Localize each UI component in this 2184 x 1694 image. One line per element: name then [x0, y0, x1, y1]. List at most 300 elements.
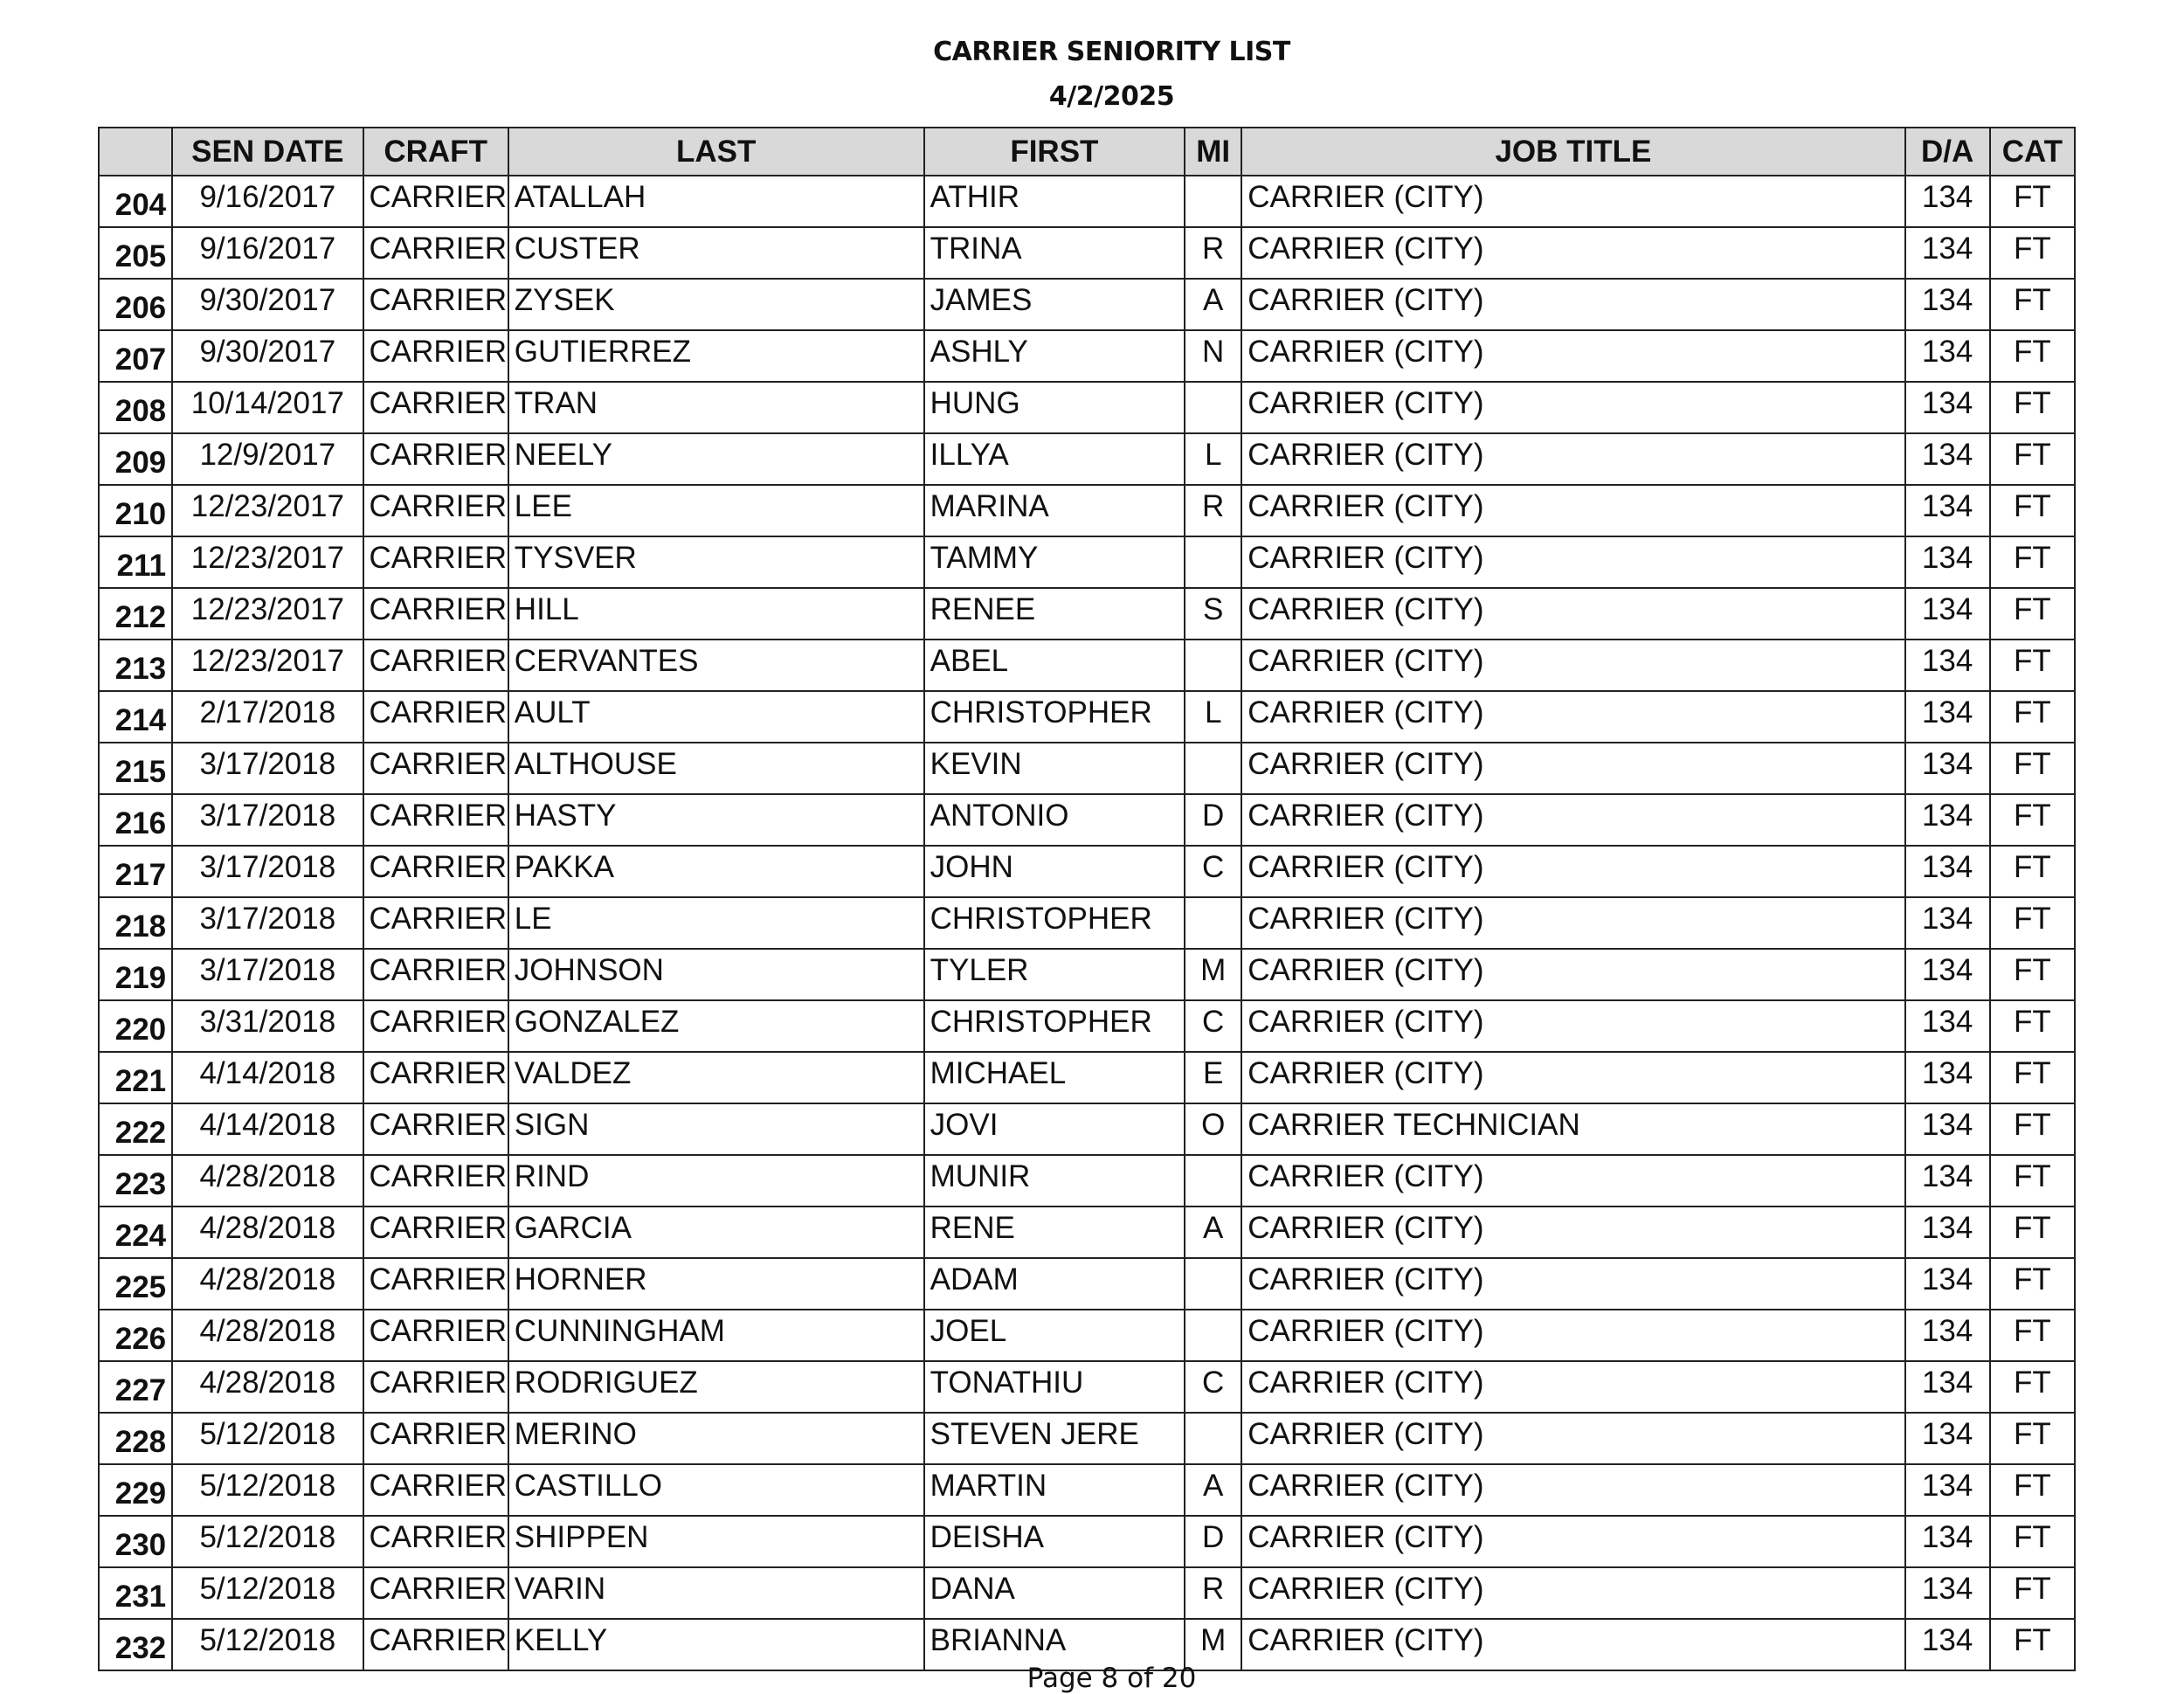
table-row	[99, 227, 2075, 279]
sen-date-cell: 9/30/2017	[172, 330, 363, 382]
sen-date-cell: 12/23/2017	[172, 588, 363, 640]
job-title-cell: CARRIER (CITY)	[1241, 691, 1904, 743]
sen-date-cell: 10/14/2017	[172, 382, 363, 433]
first-name-cell: JAMES	[924, 279, 1185, 330]
craft-cell: CARRIER	[363, 1516, 508, 1567]
table-row	[99, 1052, 2075, 1103]
da-cell: 134	[1905, 1464, 1990, 1516]
table-row	[99, 846, 2075, 897]
row-number-cell: 231	[99, 1567, 172, 1619]
first-name-cell: ASHLY	[924, 330, 1185, 382]
craft-cell: CARRIER	[363, 897, 508, 949]
craft-cell: CARRIER	[363, 846, 508, 897]
row-number-cell: 213	[99, 640, 172, 691]
last-name-cell: SHIPPEN	[508, 1516, 924, 1567]
middle-initial-cell: A	[1185, 1207, 1241, 1258]
sen-date-cell: 5/12/2018	[172, 1567, 363, 1619]
first-name-cell: HUNG	[924, 382, 1185, 433]
first-name-cell: RENEE	[924, 588, 1185, 640]
middle-initial-cell	[1185, 640, 1241, 691]
row-number-cell: 205	[99, 227, 172, 279]
row-number-cell: 221	[99, 1052, 172, 1103]
first-name-cell: ABEL	[924, 640, 1185, 691]
da-cell: 134	[1905, 1310, 1990, 1361]
row-number-cell: 211	[99, 536, 172, 588]
row-number-cell: 229	[99, 1464, 172, 1516]
table-row	[99, 640, 2075, 691]
last-name-cell: VALDEZ	[508, 1052, 924, 1103]
header-mi: MI	[1185, 128, 1241, 176]
first-name-cell: CHRISTOPHER	[924, 1000, 1185, 1052]
last-name-cell: GUTIERREZ	[508, 330, 924, 382]
last-name-cell: HILL	[508, 588, 924, 640]
first-name-cell: RENE	[924, 1207, 1185, 1258]
table-row	[99, 1567, 2075, 1619]
sen-date-cell: 5/12/2018	[172, 1464, 363, 1516]
da-cell: 134	[1905, 1619, 1990, 1670]
da-cell: 134	[1905, 433, 1990, 485]
table-row	[99, 1207, 2075, 1258]
craft-cell: CARRIER	[363, 1464, 508, 1516]
middle-initial-cell: R	[1185, 1567, 1241, 1619]
last-name-cell: RODRIGUEZ	[508, 1361, 924, 1413]
job-title-cell: CARRIER (CITY)	[1241, 485, 1904, 536]
da-cell: 134	[1905, 536, 1990, 588]
da-cell: 134	[1905, 588, 1990, 640]
cat-cell: FT	[1990, 794, 2075, 846]
da-cell: 134	[1905, 176, 1990, 227]
middle-initial-cell	[1185, 1155, 1241, 1207]
first-name-cell: TRINA	[924, 227, 1185, 279]
table-row	[99, 588, 2075, 640]
table-row	[99, 330, 2075, 382]
job-title-cell: CARRIER (CITY)	[1241, 1413, 1904, 1464]
first-name-cell: BRIANNA	[924, 1619, 1185, 1670]
craft-cell: CARRIER	[363, 1052, 508, 1103]
craft-cell: CARRIER	[363, 1310, 508, 1361]
craft-cell: CARRIER	[363, 1103, 508, 1155]
middle-initial-cell: R	[1185, 485, 1241, 536]
craft-cell: CARRIER	[363, 536, 508, 588]
table-body	[99, 176, 2075, 1670]
table-row	[99, 794, 2075, 846]
craft-cell: CARRIER	[363, 1413, 508, 1464]
first-name-cell: JOHN	[924, 846, 1185, 897]
table-row	[99, 176, 2075, 227]
craft-cell: CARRIER	[363, 279, 508, 330]
sen-date-cell: 3/31/2018	[172, 1000, 363, 1052]
row-number-cell: 220	[99, 1000, 172, 1052]
middle-initial-cell	[1185, 1258, 1241, 1310]
middle-initial-cell	[1185, 743, 1241, 794]
row-number-cell: 225	[99, 1258, 172, 1310]
last-name-cell: ATALLAH	[508, 176, 924, 227]
cat-cell: FT	[1990, 1052, 2075, 1103]
job-title-cell: CARRIER (CITY)	[1241, 1619, 1904, 1670]
row-number-cell: 206	[99, 279, 172, 330]
job-title-cell: CARRIER (CITY)	[1241, 743, 1904, 794]
da-cell: 134	[1905, 485, 1990, 536]
header-craft: CRAFT	[363, 128, 508, 176]
first-name-cell: CHRISTOPHER	[924, 691, 1185, 743]
da-cell: 134	[1905, 1258, 1990, 1310]
last-name-cell: VARIN	[508, 1567, 924, 1619]
table-row	[99, 433, 2075, 485]
craft-cell: CARRIER	[363, 691, 508, 743]
table-row	[99, 536, 2075, 588]
last-name-cell: LE	[508, 897, 924, 949]
da-cell: 134	[1905, 382, 1990, 433]
job-title-cell: CARRIER (CITY)	[1241, 1052, 1904, 1103]
row-number-cell: 228	[99, 1413, 172, 1464]
row-number-cell: 208	[99, 382, 172, 433]
craft-cell: CARRIER	[363, 1361, 508, 1413]
table-row	[99, 485, 2075, 536]
job-title-cell: CARRIER (CITY)	[1241, 227, 1904, 279]
cat-cell: FT	[1990, 1361, 2075, 1413]
table-row	[99, 279, 2075, 330]
cat-cell: FT	[1990, 588, 2075, 640]
cat-cell: FT	[1990, 640, 2075, 691]
table-row	[99, 1516, 2075, 1567]
craft-cell: CARRIER	[363, 433, 508, 485]
job-title-cell: CARRIER (CITY)	[1241, 640, 1904, 691]
first-name-cell: MUNIR	[924, 1155, 1185, 1207]
craft-cell: CARRIER	[363, 1000, 508, 1052]
last-name-cell: KELLY	[508, 1619, 924, 1670]
table-row	[99, 1361, 2075, 1413]
middle-initial-cell: D	[1185, 1516, 1241, 1567]
job-title-cell: CARRIER TECHNICIAN	[1241, 1103, 1904, 1155]
header-cat: CAT	[1990, 128, 2075, 176]
first-name-cell: JOEL	[924, 1310, 1185, 1361]
sen-date-cell: 2/17/2018	[172, 691, 363, 743]
da-cell: 134	[1905, 691, 1990, 743]
page-footer: Page 8 of 20	[1026, 1663, 1197, 1694]
last-name-cell: AULT	[508, 691, 924, 743]
sen-date-cell: 4/28/2018	[172, 1207, 363, 1258]
middle-initial-cell: M	[1185, 949, 1241, 1000]
sen-date-cell: 3/17/2018	[172, 743, 363, 794]
job-title-cell: CARRIER (CITY)	[1241, 1258, 1904, 1310]
job-title-cell: CARRIER (CITY)	[1241, 279, 1904, 330]
middle-initial-cell: L	[1185, 691, 1241, 743]
header-job-title: JOB TITLE	[1241, 128, 1904, 176]
job-title-cell: CARRIER (CITY)	[1241, 176, 1904, 227]
da-cell: 134	[1905, 1516, 1990, 1567]
sen-date-cell: 12/23/2017	[172, 485, 363, 536]
table-row	[99, 1000, 2075, 1052]
row-number-cell: 222	[99, 1103, 172, 1155]
cat-cell: FT	[1990, 846, 2075, 897]
cat-cell: FT	[1990, 1000, 2075, 1052]
sen-date-cell: 3/17/2018	[172, 794, 363, 846]
table-row	[99, 1413, 2075, 1464]
job-title-cell: CARRIER (CITY)	[1241, 949, 1904, 1000]
sen-date-cell: 4/28/2018	[172, 1155, 363, 1207]
cat-cell: FT	[1990, 1567, 2075, 1619]
row-number-cell: 207	[99, 330, 172, 382]
sen-date-cell: 12/23/2017	[172, 536, 363, 588]
craft-cell: CARRIER	[363, 176, 508, 227]
first-name-cell: KEVIN	[924, 743, 1185, 794]
job-title-cell: CARRIER (CITY)	[1241, 433, 1904, 485]
cat-cell: FT	[1990, 536, 2075, 588]
craft-cell: CARRIER	[363, 1207, 508, 1258]
cat-cell: FT	[1990, 1310, 2075, 1361]
cat-cell: FT	[1990, 1207, 2075, 1258]
job-title-cell: CARRIER (CITY)	[1241, 1464, 1904, 1516]
job-title-cell: CARRIER (CITY)	[1241, 794, 1904, 846]
first-name-cell: STEVEN JERE	[924, 1413, 1185, 1464]
document-title: CARRIER SENIORITY LIST	[933, 37, 1290, 67]
header-last: LAST	[508, 128, 924, 176]
job-title-cell: CARRIER (CITY)	[1241, 1207, 1904, 1258]
sen-date-cell: 12/9/2017	[172, 433, 363, 485]
last-name-cell: NEELY	[508, 433, 924, 485]
row-number-cell: 209	[99, 433, 172, 485]
middle-initial-cell: O	[1185, 1103, 1241, 1155]
cat-cell: FT	[1990, 1103, 2075, 1155]
da-cell: 134	[1905, 897, 1990, 949]
cat-cell: FT	[1990, 227, 2075, 279]
cat-cell: FT	[1990, 433, 2075, 485]
first-name-cell: TYLER	[924, 949, 1185, 1000]
last-name-cell: LEE	[508, 485, 924, 536]
craft-cell: CARRIER	[363, 640, 508, 691]
first-name-cell: CHRISTOPHER	[924, 897, 1185, 949]
middle-initial-cell: C	[1185, 1361, 1241, 1413]
sen-date-cell: 3/17/2018	[172, 949, 363, 1000]
sen-date-cell: 4/28/2018	[172, 1258, 363, 1310]
da-cell: 134	[1905, 949, 1990, 1000]
sen-date-cell: 4/14/2018	[172, 1103, 363, 1155]
middle-initial-cell: C	[1185, 1000, 1241, 1052]
cat-cell: FT	[1990, 382, 2075, 433]
last-name-cell: HORNER	[508, 1258, 924, 1310]
craft-cell: CARRIER	[363, 588, 508, 640]
row-number-cell: 232	[99, 1619, 172, 1670]
cat-cell: FT	[1990, 279, 2075, 330]
da-cell: 134	[1905, 743, 1990, 794]
middle-initial-cell	[1185, 897, 1241, 949]
cat-cell: FT	[1990, 1155, 2075, 1207]
last-name-cell: GARCIA	[508, 1207, 924, 1258]
first-name-cell: ATHIR	[924, 176, 1185, 227]
first-name-cell: MARINA	[924, 485, 1185, 536]
last-name-cell: CASTILLO	[508, 1464, 924, 1516]
da-cell: 134	[1905, 794, 1990, 846]
cat-cell: FT	[1990, 485, 2075, 536]
table-row	[99, 1310, 2075, 1361]
first-name-cell: DANA	[924, 1567, 1185, 1619]
first-name-cell: DEISHA	[924, 1516, 1185, 1567]
document-date: 4/2/2025	[1048, 81, 1175, 112]
sen-date-cell: 5/12/2018	[172, 1516, 363, 1567]
job-title-cell: CARRIER (CITY)	[1241, 588, 1904, 640]
cat-cell: FT	[1990, 330, 2075, 382]
job-title-cell: CARRIER (CITY)	[1241, 846, 1904, 897]
row-number-cell: 210	[99, 485, 172, 536]
first-name-cell: MICHAEL	[924, 1052, 1185, 1103]
header-row-number	[99, 128, 172, 176]
job-title-cell: CARRIER (CITY)	[1241, 536, 1904, 588]
row-number-cell: 227	[99, 1361, 172, 1413]
craft-cell: CARRIER	[363, 1155, 508, 1207]
sen-date-cell: 9/30/2017	[172, 279, 363, 330]
cat-cell: FT	[1990, 1516, 2075, 1567]
middle-initial-cell	[1185, 176, 1241, 227]
craft-cell: CARRIER	[363, 949, 508, 1000]
da-cell: 134	[1905, 1361, 1990, 1413]
last-name-cell: JOHNSON	[508, 949, 924, 1000]
cat-cell: FT	[1990, 1619, 2075, 1670]
row-number-cell: 226	[99, 1310, 172, 1361]
sen-date-cell: 5/12/2018	[172, 1619, 363, 1670]
middle-initial-cell: R	[1185, 227, 1241, 279]
job-title-cell: CARRIER (CITY)	[1241, 1361, 1904, 1413]
sen-date-cell: 4/28/2018	[172, 1361, 363, 1413]
da-cell: 134	[1905, 1567, 1990, 1619]
da-cell: 134	[1905, 1103, 1990, 1155]
first-name-cell: ILLYA	[924, 433, 1185, 485]
middle-initial-cell: S	[1185, 588, 1241, 640]
cat-cell: FT	[1990, 897, 2075, 949]
row-number-cell: 230	[99, 1516, 172, 1567]
last-name-cell: HASTY	[508, 794, 924, 846]
sen-date-cell: 9/16/2017	[172, 227, 363, 279]
table-row	[99, 743, 2075, 794]
header-da: D/A	[1905, 128, 1990, 176]
cat-cell: FT	[1990, 691, 2075, 743]
row-number-cell: 223	[99, 1155, 172, 1207]
job-title-cell: CARRIER (CITY)	[1241, 897, 1904, 949]
table-row	[99, 382, 2075, 433]
cat-cell: FT	[1990, 743, 2075, 794]
table-row	[99, 949, 2075, 1000]
middle-initial-cell: A	[1185, 279, 1241, 330]
cat-cell: FT	[1990, 176, 2075, 227]
job-title-cell: CARRIER (CITY)	[1241, 1516, 1904, 1567]
header-sen-date: SEN DATE	[172, 128, 363, 176]
craft-cell: CARRIER	[363, 485, 508, 536]
da-cell: 134	[1905, 227, 1990, 279]
table-header-row	[99, 128, 2075, 176]
craft-cell: CARRIER	[363, 743, 508, 794]
row-number-cell: 224	[99, 1207, 172, 1258]
sen-date-cell: 5/12/2018	[172, 1413, 363, 1464]
da-cell: 134	[1905, 640, 1990, 691]
da-cell: 134	[1905, 1155, 1990, 1207]
sen-date-cell: 12/23/2017	[172, 640, 363, 691]
middle-initial-cell: N	[1185, 330, 1241, 382]
cat-cell: FT	[1990, 1413, 2075, 1464]
middle-initial-cell	[1185, 536, 1241, 588]
table-row	[99, 691, 2075, 743]
row-number-cell: 215	[99, 743, 172, 794]
first-name-cell: JOVI	[924, 1103, 1185, 1155]
row-number-cell: 214	[99, 691, 172, 743]
sen-date-cell: 3/17/2018	[172, 897, 363, 949]
last-name-cell: MERINO	[508, 1413, 924, 1464]
job-title-cell: CARRIER (CITY)	[1241, 330, 1904, 382]
row-number-cell: 204	[99, 176, 172, 227]
row-number-cell: 218	[99, 897, 172, 949]
craft-cell: CARRIER	[363, 227, 508, 279]
last-name-cell: CUSTER	[508, 227, 924, 279]
da-cell: 134	[1905, 1052, 1990, 1103]
last-name-cell: TYSVER	[508, 536, 924, 588]
job-title-cell: CARRIER (CITY)	[1241, 382, 1904, 433]
middle-initial-cell: L	[1185, 433, 1241, 485]
cat-cell: FT	[1990, 949, 2075, 1000]
table-row	[99, 897, 2075, 949]
last-name-cell: SIGN	[508, 1103, 924, 1155]
first-name-cell: MARTIN	[924, 1464, 1185, 1516]
middle-initial-cell: C	[1185, 846, 1241, 897]
header-first: FIRST	[924, 128, 1185, 176]
sen-date-cell: 9/16/2017	[172, 176, 363, 227]
middle-initial-cell: M	[1185, 1619, 1241, 1670]
da-cell: 134	[1905, 846, 1990, 897]
row-number-cell: 219	[99, 949, 172, 1000]
last-name-cell: ALTHOUSE	[508, 743, 924, 794]
first-name-cell: TONATHIU	[924, 1361, 1185, 1413]
job-title-cell: CARRIER (CITY)	[1241, 1155, 1904, 1207]
job-title-cell: CARRIER (CITY)	[1241, 1310, 1904, 1361]
last-name-cell: PAKKA	[508, 846, 924, 897]
first-name-cell: ANTONIO	[924, 794, 1185, 846]
job-title-cell: CARRIER (CITY)	[1241, 1000, 1904, 1052]
row-number-cell: 212	[99, 588, 172, 640]
da-cell: 134	[1905, 330, 1990, 382]
da-cell: 134	[1905, 1000, 1990, 1052]
da-cell: 134	[1905, 1413, 1990, 1464]
middle-initial-cell: D	[1185, 794, 1241, 846]
middle-initial-cell	[1185, 382, 1241, 433]
sen-date-cell: 4/14/2018	[172, 1052, 363, 1103]
sen-date-cell: 4/28/2018	[172, 1310, 363, 1361]
first-name-cell: TAMMY	[924, 536, 1185, 588]
table-row	[99, 1464, 2075, 1516]
da-cell: 134	[1905, 279, 1990, 330]
last-name-cell: RIND	[508, 1155, 924, 1207]
da-cell: 134	[1905, 1207, 1990, 1258]
seniority-table	[98, 127, 2076, 1671]
craft-cell: CARRIER	[363, 1258, 508, 1310]
job-title-cell: CARRIER (CITY)	[1241, 1567, 1904, 1619]
middle-initial-cell: E	[1185, 1052, 1241, 1103]
last-name-cell: CERVANTES	[508, 640, 924, 691]
craft-cell: CARRIER	[363, 1619, 508, 1670]
craft-cell: CARRIER	[363, 1567, 508, 1619]
table-row	[99, 1103, 2075, 1155]
table-row	[99, 1155, 2075, 1207]
craft-cell: CARRIER	[363, 794, 508, 846]
middle-initial-cell	[1185, 1310, 1241, 1361]
last-name-cell: CUNNINGHAM	[508, 1310, 924, 1361]
last-name-cell: TRAN	[508, 382, 924, 433]
table-row	[99, 1258, 2075, 1310]
sen-date-cell: 3/17/2018	[172, 846, 363, 897]
cat-cell: FT	[1990, 1464, 2075, 1516]
last-name-cell: GONZALEZ	[508, 1000, 924, 1052]
craft-cell: CARRIER	[363, 382, 508, 433]
row-number-cell: 216	[99, 794, 172, 846]
cat-cell: FT	[1990, 1258, 2075, 1310]
last-name-cell: ZYSEK	[508, 279, 924, 330]
row-number-cell: 217	[99, 846, 172, 897]
